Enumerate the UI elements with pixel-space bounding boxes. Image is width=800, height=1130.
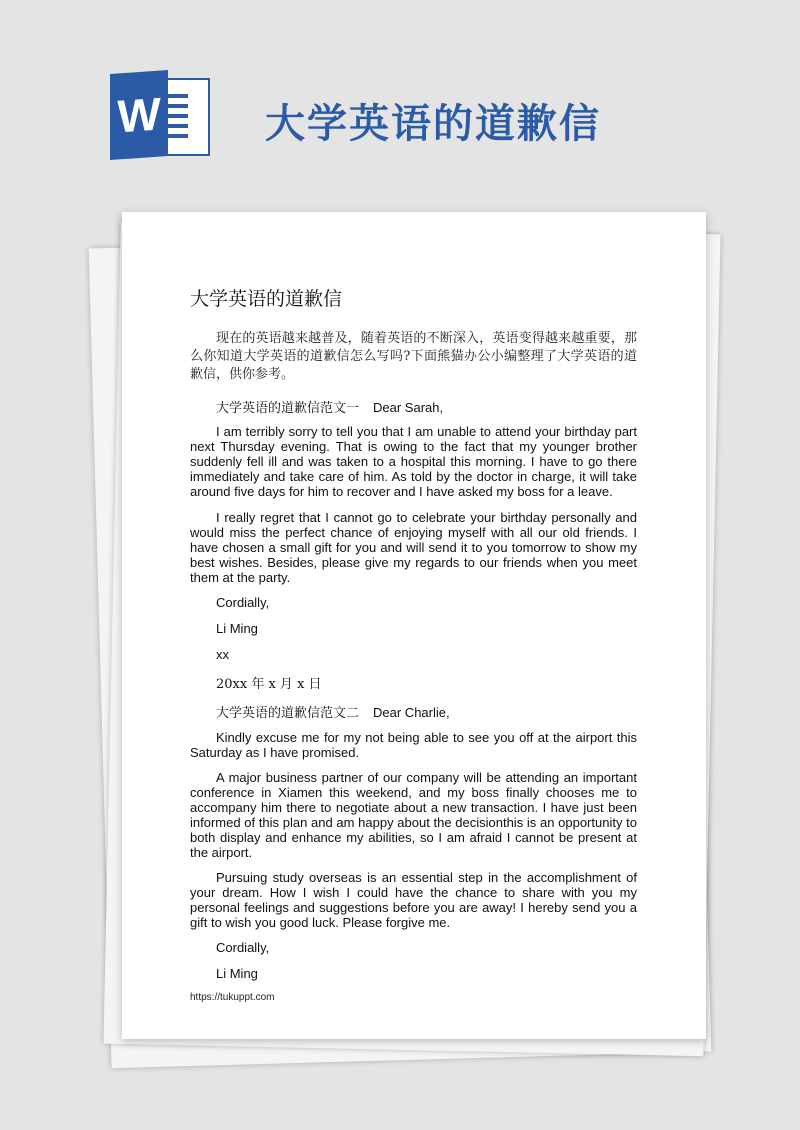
sample1-heading: 大学英语的道歉信范文一 <box>216 401 360 416</box>
document-title: 大学英语的道歉信 <box>190 288 343 310</box>
sample2-heading: 大学英语的道歉信范文二 <box>216 706 360 721</box>
sample2-paragraph-2: A major business partner of our company will be attending an important conference in Xiamen this weekend, and my boss finally chooses me to accompany him there to negotiate about a new transaction. I have just been informed of this plan and am happy about the decisionthis is an opportunity to both display and enhance my abilities, so I am afraid I cannot be present at the airport. <box>190 770 637 860</box>
sample2-greeting: Dear Charlie, <box>373 705 450 720</box>
sample1-heading-line <box>216 397 443 416</box>
sample1-paragraph-2: I really regret that I cannot go to celebrate your birthday personally and would miss the perfect chance of enjoying myself with all our old friends. I have chosen a small gift for you and will send it to you tomorrow to show my best wishes. Besides, please give my regards to our friends when you meet them at the party. <box>190 510 637 585</box>
intro-paragraph: 现在的英语越来越普及，随着英语的不断深入，英语变得越来越重要，那么你知道大学英语的道歉信怎么写吗?下面熊猫办公小编整理了大学英语的道歉信，供你参考。 <box>190 331 637 382</box>
sample2-paragraph-1: Kindly excuse me for my not being able to see you off at the airport this Saturday as I have promised. <box>190 730 637 760</box>
sample2-paragraph-3: Pursuing study overseas is an essential step in the accomplishment of your dream. How I wish I could have the chance to share with you my personal feelings and suggestions before you are away! I hereby send you a gift to wish you good luck. Please forgive me. <box>190 870 637 930</box>
sample1-paragraph-1: I am terribly sorry to tell you that I am unable to attend your birthday part next Thursday evening. That is owing to the fact that my younger brother suddenly fell ill and was taken to a hospital this morning. I have to go there immediately and take care of him. As told by the doctor in charge, it will take around five days for him to recover and I have asked my boss for a leave. <box>190 424 637 499</box>
sample2-signature: Li Ming <box>216 966 258 981</box>
logo-letter: W <box>110 70 168 160</box>
sample1-placeholder: xx <box>216 647 229 662</box>
sample1-closing: Cordially, <box>216 595 270 610</box>
sample2-heading-line <box>216 702 450 721</box>
sample1-date: 20xx 年 x 月 x 日 <box>216 677 322 692</box>
word-logo-icon <box>110 72 210 158</box>
sample2-closing: Cordially, <box>216 940 270 955</box>
footer-url[interactable]: https://tukuppt.com <box>190 992 275 1003</box>
sample1-greeting: Dear Sarah, <box>373 400 444 415</box>
page-title: 大学英语的道歉信 <box>265 101 601 147</box>
sample1-signature: Li Ming <box>216 621 258 636</box>
